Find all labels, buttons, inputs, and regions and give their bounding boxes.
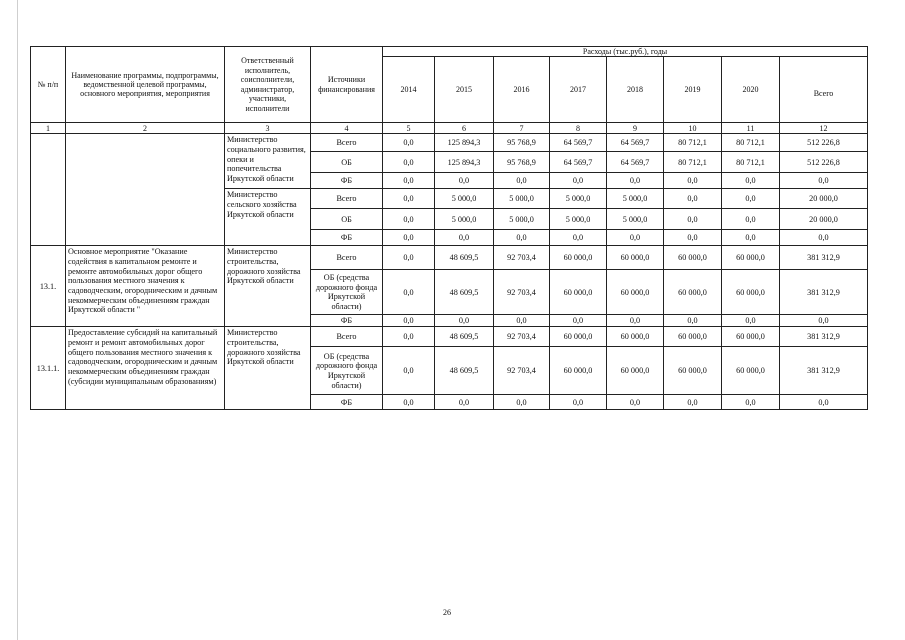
amount-cell: 0,0 — [722, 315, 780, 327]
financing-table — [30, 46, 868, 410]
amount-cell: 0,0 — [435, 395, 494, 410]
amount-total-cell: 381 312,9 — [780, 270, 868, 315]
amount-cell: 0,0 — [383, 270, 435, 315]
row-number: 13.1.1. — [31, 327, 66, 410]
table-row — [31, 134, 868, 152]
header-source: Источники финансирования — [311, 47, 383, 123]
amount-cell: 0,0 — [383, 209, 435, 230]
amount-cell: 92 703,4 — [494, 347, 550, 395]
amount-cell: 0,0 — [383, 189, 435, 209]
amount-cell: 0,0 — [722, 189, 780, 209]
amount-cell: 92 703,4 — [494, 327, 550, 347]
amount-cell: 5 000,0 — [435, 209, 494, 230]
amount-cell: 0,0 — [664, 209, 722, 230]
row-number — [31, 134, 66, 189]
table-row — [31, 189, 868, 209]
amount-cell: 60 000,0 — [607, 270, 664, 315]
amount-total-cell: 0,0 — [780, 230, 868, 246]
amount-total-cell: 0,0 — [780, 173, 868, 189]
amount-cell: 0,0 — [722, 395, 780, 410]
amount-cell: 92 703,4 — [494, 270, 550, 315]
responsible-executor: Министерство строительства, дорожного хозяйства Иркутской области — [225, 246, 311, 327]
amount-cell: 80 712,1 — [664, 152, 722, 173]
header-year: 2018 — [607, 57, 664, 123]
amount-cell: 60 000,0 — [722, 270, 780, 315]
amount-cell: 0,0 — [607, 315, 664, 327]
funding-source: ОБ (средства дорожного фонда Иркутской области) — [311, 347, 383, 395]
amount-cell: 0,0 — [383, 230, 435, 246]
amount-total-cell: 20 000,0 — [780, 189, 868, 209]
funding-source: ОБ (средства дорожного фонда Иркутской области) — [311, 270, 383, 315]
activity-name: Предоставление субсидий на капитальный ремонт и ремонт автомобильных дорог общего пользования местного значения к садоводческим, огородническим и дачным некоммерческим объединениям граждан (субсидии муниципальным образованиям) — [66, 327, 225, 410]
amount-cell: 60 000,0 — [607, 327, 664, 347]
amount-total-cell: 0,0 — [780, 395, 868, 410]
amount-cell: 5 000,0 — [435, 189, 494, 209]
activity-name: Основное мероприятие "Оказание содействия в капитальном ремонте и ремонте автомобильных дорог общего пользования местного значения к садоводческим, огородническим и дачным некоммерческим объединениям граждан Иркутской области " — [66, 246, 225, 327]
amount-total-cell: 512 226,8 — [780, 152, 868, 173]
activity-name — [66, 134, 225, 189]
amount-total-cell: 381 312,9 — [780, 347, 868, 395]
amount-cell: 0,0 — [722, 230, 780, 246]
amount-cell: 64 569,7 — [550, 152, 607, 173]
table-row — [31, 246, 868, 270]
header-year: 2014 — [383, 57, 435, 123]
amount-cell: 80 712,1 — [664, 134, 722, 152]
amount-cell: 60 000,0 — [664, 347, 722, 395]
amount-cell: 0,0 — [383, 134, 435, 152]
amount-cell: 0,0 — [383, 347, 435, 395]
header-year: 2017 — [550, 57, 607, 123]
financing-table-sheet — [30, 46, 867, 410]
amount-cell: 0,0 — [664, 395, 722, 410]
funding-source: Всего — [311, 134, 383, 152]
amount-cell: 0,0 — [435, 315, 494, 327]
activity-name — [66, 189, 225, 246]
amount-cell: 48 609,5 — [435, 246, 494, 270]
column-number: 3 — [225, 123, 311, 134]
amount-cell: 60 000,0 — [607, 347, 664, 395]
column-number: 1 — [31, 123, 66, 134]
responsible-executor: Министерство сельского хозяйства Иркутской области — [225, 189, 311, 246]
funding-source: ФБ — [311, 173, 383, 189]
amount-cell: 64 569,7 — [550, 134, 607, 152]
amount-cell: 60 000,0 — [722, 246, 780, 270]
amount-total-cell: 381 312,9 — [780, 246, 868, 270]
amount-cell: 0,0 — [607, 230, 664, 246]
amount-total-cell: 512 226,8 — [780, 134, 868, 152]
header-num: № п/п — [31, 47, 66, 123]
amount-cell: 0,0 — [550, 173, 607, 189]
amount-cell: 0,0 — [664, 189, 722, 209]
amount-cell: 60 000,0 — [607, 246, 664, 270]
header-year: 2015 — [435, 57, 494, 123]
column-number: 7 — [494, 123, 550, 134]
amount-cell: 60 000,0 — [550, 270, 607, 315]
amount-total-cell: 381 312,9 — [780, 327, 868, 347]
amount-cell: 0,0 — [494, 315, 550, 327]
row-number — [31, 189, 66, 246]
amount-cell: 0,0 — [664, 173, 722, 189]
responsible-executor: Министерство строительства, дорожного хозяйства Иркутской области — [225, 327, 311, 410]
header-year: 2016 — [494, 57, 550, 123]
header-year: 2020 — [722, 57, 780, 123]
funding-source: Всего — [311, 327, 383, 347]
amount-cell: 60 000,0 — [550, 246, 607, 270]
amount-cell: 48 609,5 — [435, 270, 494, 315]
amount-cell: 0,0 — [550, 315, 607, 327]
amount-cell: 60 000,0 — [664, 270, 722, 315]
funding-source: ФБ — [311, 230, 383, 246]
row-number: 13.1. — [31, 246, 66, 327]
amount-cell: 0,0 — [550, 230, 607, 246]
amount-cell: 0,0 — [607, 395, 664, 410]
amount-cell: 60 000,0 — [664, 327, 722, 347]
amount-cell: 60 000,0 — [722, 347, 780, 395]
amount-cell: 80 712,1 — [722, 134, 780, 152]
amount-cell: 0,0 — [722, 209, 780, 230]
amount-cell: 0,0 — [435, 173, 494, 189]
amount-cell: 0,0 — [494, 173, 550, 189]
amount-cell: 0,0 — [383, 173, 435, 189]
amount-cell: 92 703,4 — [494, 246, 550, 270]
amount-cell: 60 000,0 — [550, 347, 607, 395]
amount-cell: 60 000,0 — [664, 246, 722, 270]
amount-cell: 0,0 — [383, 246, 435, 270]
column-number: 5 — [383, 123, 435, 134]
amount-cell: 80 712,1 — [722, 152, 780, 173]
amount-cell: 95 768,9 — [494, 134, 550, 152]
header-name: Наименование программы, подпрограммы, ведомственной целевой программы, основного мероприятия, мероприятия — [66, 47, 225, 123]
header-expenses: Расходы (тыс.руб.), годы — [383, 47, 868, 57]
amount-cell: 5 000,0 — [494, 209, 550, 230]
column-number: 12 — [780, 123, 868, 134]
amount-cell: 0,0 — [494, 230, 550, 246]
funding-source: ОБ — [311, 152, 383, 173]
amount-cell: 5 000,0 — [607, 209, 664, 230]
table-body — [31, 47, 868, 410]
header-responsible: Ответственный исполнитель, соисполнители, администратор, участники, исполнители — [225, 47, 311, 123]
amount-cell: 48 609,5 — [435, 347, 494, 395]
amount-cell: 0,0 — [664, 230, 722, 246]
amount-cell: 5 000,0 — [607, 189, 664, 209]
amount-total-cell: 0,0 — [780, 315, 868, 327]
funding-source: ФБ — [311, 315, 383, 327]
amount-cell: 0,0 — [494, 395, 550, 410]
amount-cell: 125 894,3 — [435, 134, 494, 152]
funding-source: Всего — [311, 246, 383, 270]
column-number: 2 — [66, 123, 225, 134]
column-number: 6 — [435, 123, 494, 134]
amount-cell: 0,0 — [435, 230, 494, 246]
amount-cell: 0,0 — [383, 315, 435, 327]
column-number: 11 — [722, 123, 780, 134]
amount-total-cell: 20 000,0 — [780, 209, 868, 230]
table-row — [31, 327, 868, 347]
amount-cell: 0,0 — [383, 152, 435, 173]
amount-cell: 95 768,9 — [494, 152, 550, 173]
funding-source: ФБ — [311, 395, 383, 410]
amount-cell: 64 569,7 — [607, 134, 664, 152]
header-year: 2019 — [664, 57, 722, 123]
column-number: 4 — [311, 123, 383, 134]
amount-cell: 60 000,0 — [722, 327, 780, 347]
amount-cell: 0,0 — [664, 315, 722, 327]
amount-cell: 5 000,0 — [550, 209, 607, 230]
column-number: 8 — [550, 123, 607, 134]
column-number: 9 — [607, 123, 664, 134]
amount-cell: 60 000,0 — [550, 327, 607, 347]
header-row-1 — [31, 47, 868, 57]
header-total: Всего — [780, 57, 868, 123]
amount-cell: 5 000,0 — [550, 189, 607, 209]
amount-cell: 64 569,7 — [607, 152, 664, 173]
amount-cell: 0,0 — [607, 173, 664, 189]
column-numbers-row — [31, 123, 868, 134]
page-edge-line — [17, 0, 18, 640]
funding-source: Всего — [311, 189, 383, 209]
amount-cell: 0,0 — [722, 173, 780, 189]
amount-cell: 48 609,5 — [435, 327, 494, 347]
amount-cell: 0,0 — [383, 395, 435, 410]
page-number: 26 — [443, 608, 451, 617]
responsible-executor: Министерство социального развития, опеки и попечительства Иркутской области — [225, 134, 311, 189]
amount-cell: 0,0 — [383, 327, 435, 347]
amount-cell: 5 000,0 — [494, 189, 550, 209]
funding-source: ОБ — [311, 209, 383, 230]
column-number: 10 — [664, 123, 722, 134]
amount-cell: 125 894,3 — [435, 152, 494, 173]
amount-cell: 0,0 — [550, 395, 607, 410]
